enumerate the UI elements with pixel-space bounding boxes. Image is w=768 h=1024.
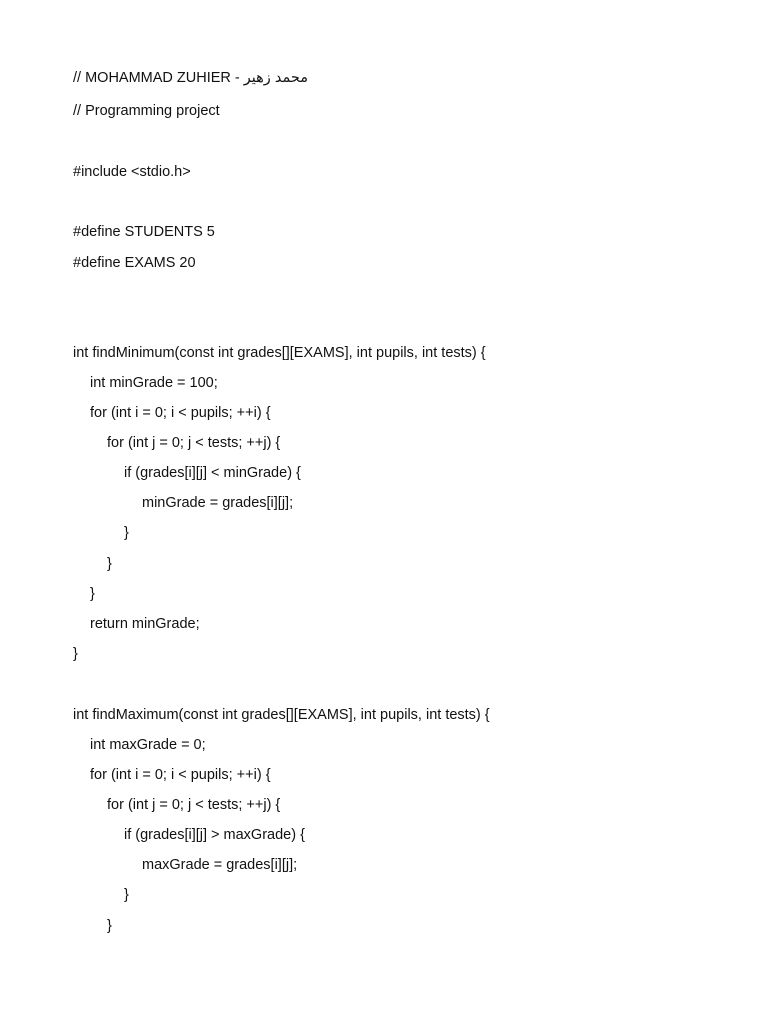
find-minimum-signature-line: int findMinimum(const int grades[][EXAMS], int pupils, int tests) { [73, 345, 486, 361]
code-line: } [124, 887, 129, 903]
code-line: int maxGrade = 0; [90, 737, 206, 753]
find-maximum-signature-line: int findMaximum(const int grades[][EXAMS], int pupils, int tests) { [73, 707, 490, 723]
include-directive-line: #include <stdio.h> [73, 164, 191, 180]
code-line: } [90, 586, 95, 602]
code-line: return minGrade; [90, 616, 200, 632]
define-students-line: #define STUDENTS 5 [73, 224, 215, 240]
code-line: for (int j = 0; j < tests; ++j) { [107, 435, 281, 451]
code-line: } [107, 918, 112, 934]
define-exams-line: #define EXAMS 20 [73, 255, 196, 271]
code-line: for (int i = 0; i < pupils; ++i) { [90, 405, 271, 421]
code-line: int minGrade = 100; [90, 375, 218, 391]
code-line: if (grades[i][j] < minGrade) { [124, 465, 301, 481]
code-line: } [124, 525, 129, 541]
author-comment-line: // MOHAMMAD ZUHIER - محمد زهير [73, 70, 308, 86]
code-line: } [73, 646, 78, 662]
code-line: maxGrade = grades[i][j]; [142, 857, 298, 873]
code-line: for (int i = 0; i < pupils; ++i) { [90, 767, 271, 783]
code-line: } [107, 556, 112, 572]
code-line: minGrade = grades[i][j]; [142, 495, 294, 511]
code-line: if (grades[i][j] > maxGrade) { [124, 827, 305, 843]
code-line: for (int j = 0; j < tests; ++j) { [107, 797, 281, 813]
project-comment-line: // Programming project [73, 103, 220, 119]
